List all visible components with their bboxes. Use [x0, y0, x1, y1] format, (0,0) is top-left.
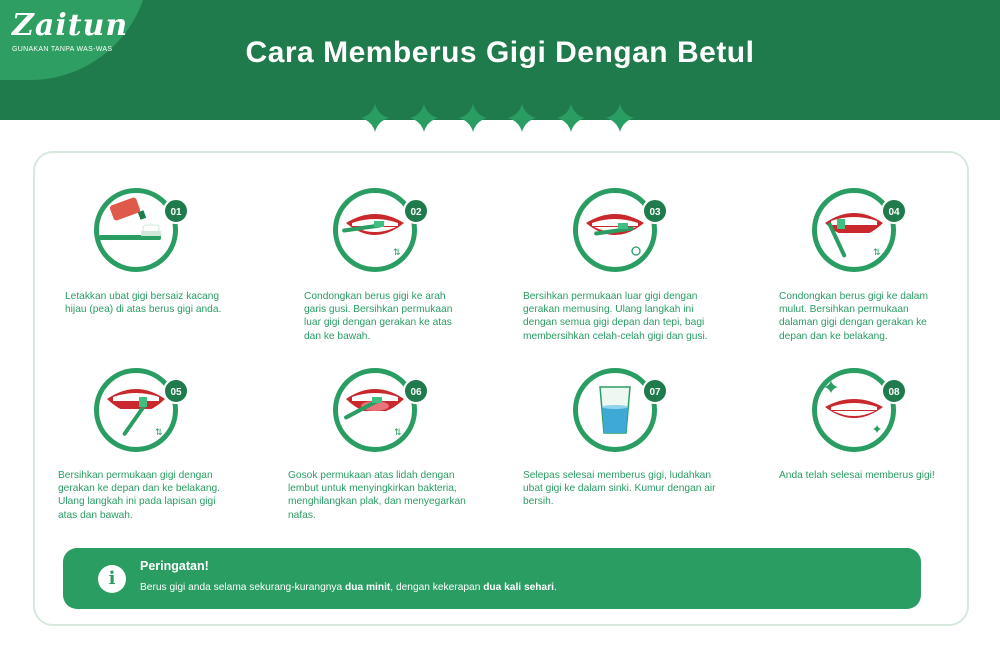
step-04-text: Condongkan berus gigi ke dalam mulut. Bersihkan permukaan dalaman gigi dengan gerakan ke depan dan ke belakang.	[779, 291, 928, 342]
warning-text-part: .	[553, 582, 557, 593]
step-03-number: 03	[642, 198, 668, 224]
brush-gumline-icon	[338, 193, 412, 267]
step-05-illustration	[94, 368, 178, 452]
brush-circular-icon	[578, 193, 652, 267]
step-07-number: 07	[642, 378, 668, 404]
sparkle-icon	[606, 104, 634, 132]
glass-of-water-icon	[578, 373, 652, 447]
step-07-text: Selepas selesai memberus gigi, ludahkan ubat gigi ke dalam sinki. Kumur dengan air bersih.	[523, 470, 716, 508]
sparkle-icon	[410, 104, 438, 132]
step-04-illustration	[812, 188, 896, 272]
page-title: Cara Memberus Gigi Dengan Betul	[245, 36, 755, 69]
step-06-number: 06	[403, 378, 429, 404]
svg-text:⇅: ⇅	[393, 247, 401, 257]
brush-tongue-icon	[338, 373, 412, 447]
step-06-text: Gosok permukaan atas lidah dengan lembut untuk menyingkirkan bakteria, menghilangkan plak, dan menyegarkan nafas.	[288, 470, 466, 521]
sparkle-icon	[459, 104, 487, 132]
svg-text:⇅: ⇅	[394, 427, 402, 437]
step-02-text: Condongkan berus gigi ke arah garis gusi. Bersihkan permukaan luar gigi dengan gerakan ke atas dan ke bawah.	[304, 291, 453, 342]
svg-text:⇅: ⇅	[873, 247, 881, 257]
warning-text-part: Berus gigi anda selama sekurang-kurangnya	[140, 582, 346, 593]
step-07-illustration	[573, 368, 657, 452]
brush-inner-icon	[817, 193, 891, 267]
step-05-text: Bersihkan permukaan gigi dengan gerakan ke depan dan ke belakang. Ulang langkah ini pada lapisan gigi atas dan bawah.	[58, 470, 220, 521]
step-02-illustration	[333, 188, 417, 272]
step-01-illustration	[94, 188, 178, 272]
step-05-number: 05	[163, 378, 189, 404]
toothpaste-on-brush-icon	[99, 193, 173, 267]
step-04-number: 04	[881, 198, 907, 224]
step-08-number: 08	[881, 378, 907, 404]
brush-chewing-surface-icon	[99, 373, 173, 447]
sparkle-icon	[361, 104, 389, 132]
warning-text	[140, 582, 557, 593]
step-08-text: Anda telah selesai memberus gigi!	[779, 470, 935, 481]
step-03-illustration	[573, 188, 657, 272]
step-08-illustration	[812, 368, 896, 452]
warning-box	[63, 548, 921, 609]
step-06-illustration	[333, 368, 417, 452]
step-01-number: 01	[163, 198, 189, 224]
sparkle-icon	[508, 104, 536, 132]
sparkle-icon	[557, 104, 585, 132]
brand-logo: Zaitun	[12, 8, 129, 43]
step-01-text: Letakkan ubat gigi bersaiz kacang hijau (pea) di atas berus gigi anda.	[65, 291, 222, 316]
step-03-text: Bersihkan permukaan luar gigi dengan gerakan memusing. Ulang langkah ini dengan semua gigi depan dan tepi, bagi membersihkan celah-celah gigi dan gusi.	[523, 291, 708, 342]
svg-text:⇅: ⇅	[155, 427, 163, 437]
sparkle-divider	[360, 101, 640, 135]
warning-text-part: , dengan kekerapan	[390, 582, 484, 593]
warning-duration: dua minit	[345, 582, 391, 593]
clean-smile-icon	[817, 373, 891, 447]
info-icon: i	[98, 565, 126, 593]
brand-tagline: GUNAKAN TANPA WAS-WAS	[12, 46, 113, 53]
warning-frequency: dua kali sehari	[483, 582, 554, 593]
warning-title: Peringatan!	[140, 559, 209, 573]
step-02-number: 02	[403, 198, 429, 224]
